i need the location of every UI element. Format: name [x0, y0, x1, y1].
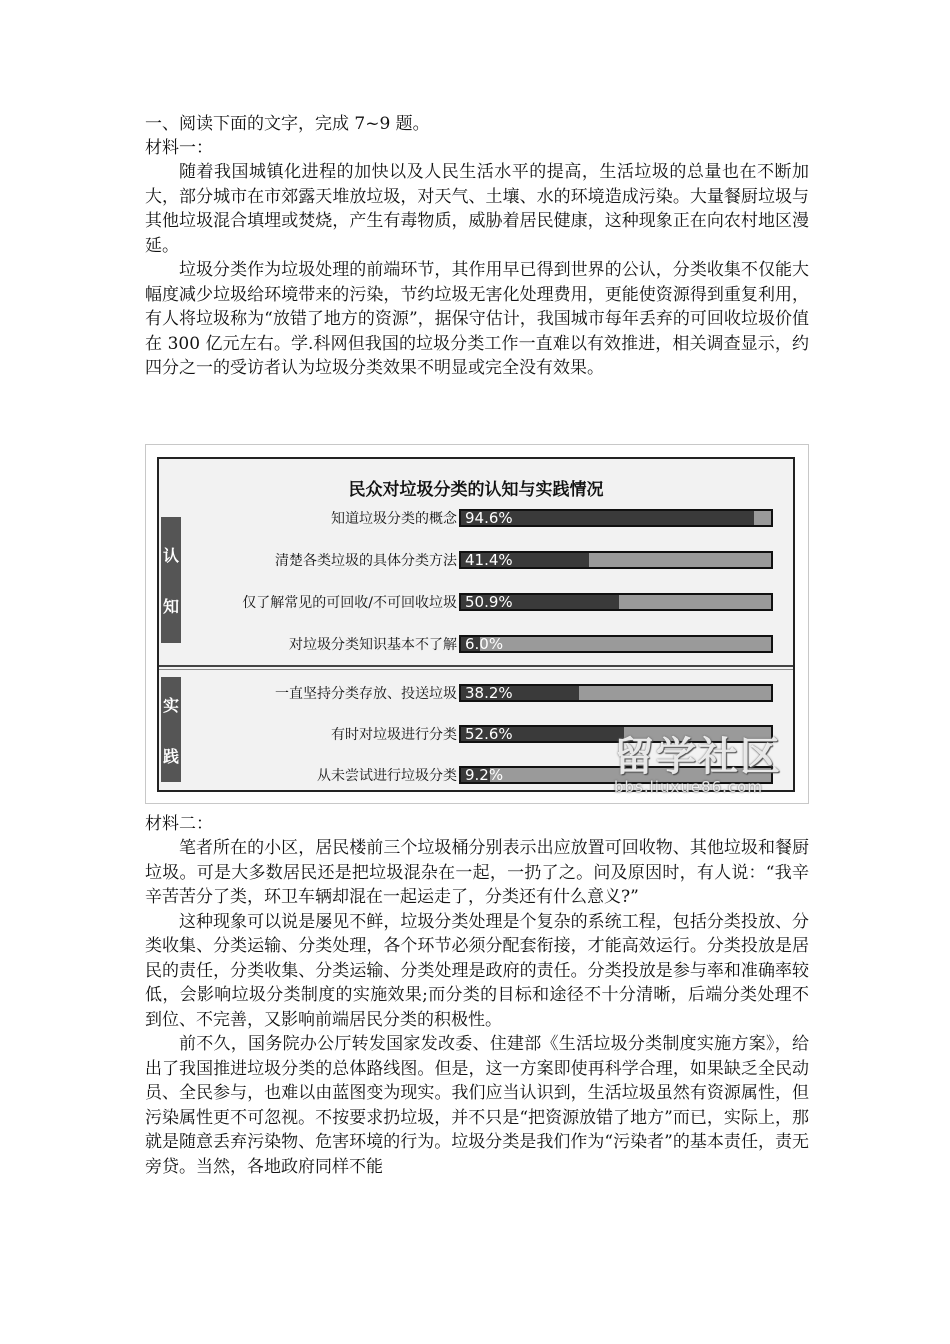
- category-label: 从未尝试进行垃圾分类: [317, 768, 457, 784]
- category-label: 仅了解常见的可回收/不可回收垃圾: [242, 595, 457, 611]
- category-label: 有时对垃圾进行分类: [331, 727, 457, 743]
- bar-value-label: 52.6%: [465, 725, 513, 743]
- material-one-label: 材料一：: [145, 138, 213, 158]
- bar-track: [459, 684, 773, 702]
- group-glyph: 知: [162, 597, 179, 616]
- bar-track: [459, 593, 773, 611]
- material-two-paragraph-3: 前不久，国务院办公厅转发国家发改委、住建部《生活垃圾分类制度实施方案》，给出了我国推进垃圾分类的总体路线图。但是，这一方案即使再科学合理，如果缺乏全民动员、全民参与，也难以由蓝图变为现实。我们应当认识到，生活垃圾虽然有资源属性，但污染属性更不可忽视。不按要求扔垃圾，并不只是“把资源放错了地方”而已，实际上，那就是随意丢弃污染物、危害环境的行为。垃圾分类是我们作为“污染者”的基本责任，责无旁贷。当然，各地政府同样不能: [145, 1034, 809, 1177]
- group-glyph: 认: [162, 546, 179, 565]
- group-divider-inner: [159, 669, 793, 670]
- group-glyph: 践: [162, 746, 179, 766]
- watermark-text: 留学社区: [614, 734, 782, 780]
- bar-track: [459, 509, 773, 527]
- material-one-paragraph-1: 随着我国城镇化进程的加快以及人民生活水平的提高，生活垃圾的总量也在不断加大，部分城市在市郊露天堆放垃圾，对天气、土壤、水的环境造成污染。大量餐厨垃圾与其他垃圾混合填埋或焚烧，产生有毒物质，威胁着居民健康，这种现象正在向农村地区漫延。: [145, 162, 809, 256]
- bar-track: [459, 635, 773, 653]
- watermark-url: bbs.liuxue86.com: [614, 778, 763, 796]
- group-glyph: 实: [162, 695, 179, 715]
- question-heading: 一、阅读下面的文字，完成 7~9 题。: [145, 114, 430, 134]
- material-two-label: 材料二：: [145, 814, 213, 834]
- category-label: 一直坚持分类存放、投送垃圾: [275, 686, 457, 702]
- bar-track: [459, 551, 773, 569]
- group-label-cognition: [161, 517, 181, 643]
- group-label-practice: [161, 677, 181, 782]
- bar-chart: [157, 457, 795, 796]
- group-divider: [159, 665, 793, 667]
- category-label: 对垃圾分类知识基本不了解: [289, 637, 457, 653]
- watermark: [614, 725, 782, 796]
- material-one-paragraph-2: 垃圾分类作为垃圾处理的前端环节，其作用早已得到世界的公认，分类收集不仅能大幅度减少垃圾给环境带来的污染，节约垃圾无害化处理费用，更能使资源得到重复利用，有人将垃圾称为“放错了地方的资源”，据保守估计，我国城市每年丢弃的可回收垃圾价值在 300 亿元左右。学.科网但我国的垃圾分类工作一直难以有效推进，相关调查显示，约四分之一的受访者认为垃圾分类效果不明显或完全没有效果。: [145, 260, 809, 378]
- chart-figure: [145, 444, 809, 804]
- material-one-section: [145, 112, 809, 381]
- chart-title: 民众对垃圾分类的认知与实践情况: [348, 480, 604, 500]
- material-two-paragraph-2: 这种现象可以说是屡见不鲜，垃圾分类处理是个复杂的系统工程，包括分类投放、分类收集、分类运输、分类处理，各个环节必须分配套衔接，才能高效运行。分类投放是居民的责任，分类收集、分类运输、分类处理是政府的责任。分类投放是参与率和准确率较低，会影响垃圾分类制度的实施效果;而分类的目标和途径不十分清晰，后端分类处理不到位、不完善，又影响前端居民分类的积极性。: [145, 911, 809, 1030]
- bar-value-label: 9.2%: [465, 766, 504, 784]
- bar-value-label: 50.9%: [465, 593, 513, 611]
- material-two-section: [145, 812, 809, 1179]
- category-label: 知道垃圾分类的概念: [331, 511, 457, 527]
- material-two-paragraph-1: 笔者所在的小区，居民楼前三个垃圾桶分别表示出应放置可回收物、其他垃圾和餐厨垃圾。可是大多数居民还是把垃圾混杂在一起，一扔了之。问及原因时，有人说：“我辛辛苦苦分了类，环卫车辆却混在一起运走了，分类还有什么意义?”: [145, 838, 809, 907]
- bar-value-label: 94.6%: [465, 509, 513, 527]
- bar-value-label: 38.2%: [465, 684, 513, 702]
- category-label: 清楚各类垃圾的具体分类方法: [275, 553, 457, 569]
- bar-value-label: 6.0%: [465, 635, 504, 653]
- bar-value-label: 41.4%: [465, 551, 513, 569]
